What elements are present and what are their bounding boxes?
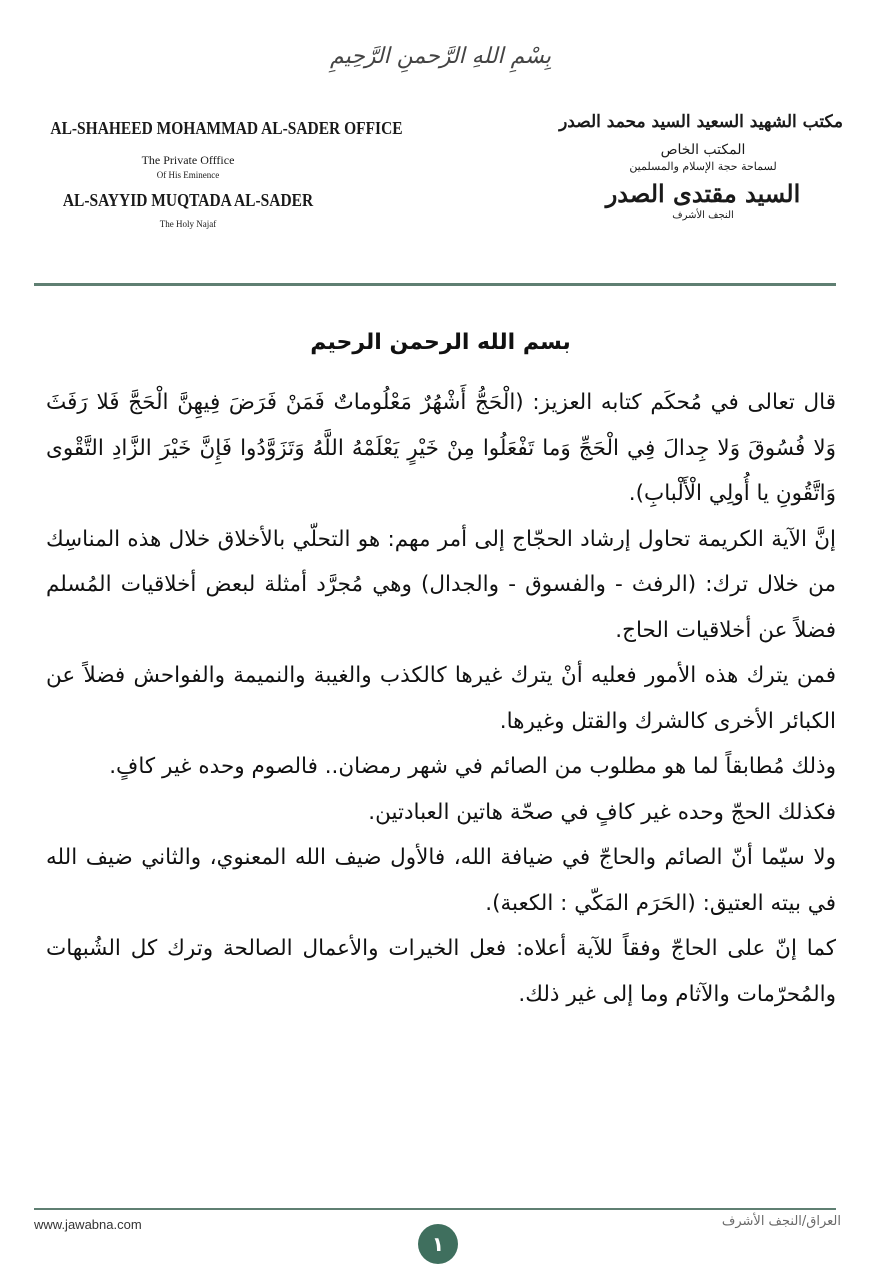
sayyid-name-english: AL-SAYYID MUQTADA AL-SADER (62, 190, 314, 210)
office-name-english: AL-SHAHEED MOHAMMAD AL-SADER OFFICE (50, 118, 403, 138)
city-english: The Holy Najaf (159, 219, 217, 229)
website-link[interactable]: www.jawabna.com (34, 1217, 142, 1232)
office-name-arabic: مكتب الشهيد السعيد السيد محمد الصدر (559, 112, 843, 132)
private-office-english: The Private Offfice (141, 153, 235, 167)
paragraph: قال تعالى في مُحكَم كتابه العزيز: (الْحَجُّ أَشْهُرٌ مَعْلُوماتٌ فَمَنْ فَرَضَ فِيهِنَّ الْحَجَّ فَلا رَفَثَ وَلا فُسُوقَ وَلا جِدالَ فِي الْحَجِّ وَما تَفْعَلُوا مِنْ خَيْرٍ يَعْلَمْهُ اللَّهُ وَتَزَوَّدُوا فَإِنَّ خَيْرَ الزَّادِ التَّقْوى وَاتَّقُونِ يا أُولِي الْأَلْبابِ). (46, 390, 836, 506)
footer-location: العراق/النجف الأشرف (721, 1214, 841, 1229)
page-number-badge: ١ (418, 1224, 458, 1264)
paragraph: فمن يترك هذه الأمور فعليه أنْ يترك غيرها كالكذب والغيبة والنميمة والفواحش فضلاً عن الكبائر الأخرى كالشرك والقتل وغيرها. (46, 663, 836, 734)
letterhead-arabic (559, 112, 843, 221)
sayyid-name-arabic: السيد مقتدى الصدر (605, 179, 801, 208)
title-arabic: لسماحة حجة الإسلام والمسلمين (629, 160, 777, 173)
paragraph: فكذلك الحجّ وحده غير كافٍ في صحّة هاتين العبادتين. (368, 799, 836, 825)
paragraph: وذلك مُطابقاً لما هو مطلوب من الصائم في شهر رمضان.. فالصوم وحده غير كافٍ. (109, 754, 836, 779)
of-eminence-english: Of His Eminence (156, 170, 220, 180)
footer-divider (34, 1208, 836, 1210)
header-divider (34, 283, 836, 286)
private-office-arabic: المكتب الخاص (660, 142, 746, 158)
paragraph: كما إنّ على الحاجّ وفقاً للآية أعلاه: فعل الخيرات والأعمال الصالحة وترك كل الشُبهات والمُحرّمات والآثام وما إلى غير ذلك. (46, 936, 836, 1007)
letterhead-english (28, 118, 403, 229)
city-arabic: النجف الأشرف (672, 210, 734, 221)
document-title: بسم الله الرحمن الرحيم (310, 330, 571, 355)
paragraph: إنَّ الآية الكريمة تحاول إرشاد الحجّاج إلى أمر مهم: هو التحلّي بالأخلاق خلال هذه المناسِك من خلال ترك: (الرفث - والفسوق - والجدال) وهي مُجرَّد أمثلة لبعض أخلاقيات المُسلم فضلاً عن أخلاقيات الحاج. (46, 526, 836, 643)
header-basmala-calligraphy: بِسْمِ اللهِ الرَّحمنِ الرَّحِيمِ (329, 44, 552, 69)
paragraph: ولا سيّما أنّ الصائم والحاجّ في ضيافة الله، فالأول ضيف الله المعنوي، والثاني ضيف الله في بيته العتيق: (الحَرَم المَكّي : الكعبة). (46, 845, 836, 916)
document-body (46, 380, 836, 1017)
